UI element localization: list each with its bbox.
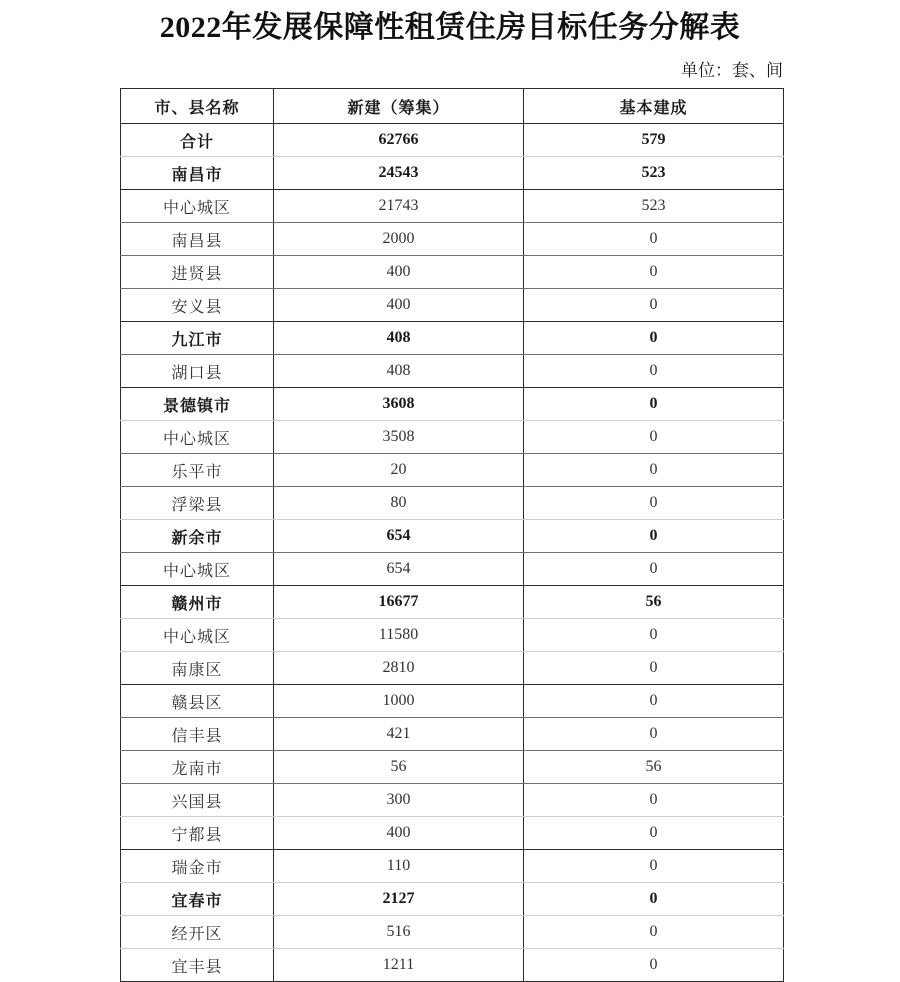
table-row bbox=[121, 355, 784, 388]
cell-new-construction: 1211 bbox=[274, 949, 524, 982]
cell-region-name: 中心城区 bbox=[121, 619, 274, 652]
cell-new-construction: 3608 bbox=[274, 388, 524, 421]
cell-basically-completed: 0 bbox=[524, 223, 784, 256]
cell-basically-completed: 0 bbox=[524, 817, 784, 850]
cell-region-name: 赣县区 bbox=[121, 685, 274, 718]
table-row bbox=[121, 718, 784, 751]
cell-basically-completed: 0 bbox=[524, 289, 784, 322]
cell-basically-completed: 0 bbox=[524, 487, 784, 520]
cell-new-construction: 408 bbox=[274, 322, 524, 355]
cell-new-construction: 2127 bbox=[274, 883, 524, 916]
table-row bbox=[121, 388, 784, 421]
table-row bbox=[121, 949, 784, 982]
table-row bbox=[121, 784, 784, 817]
cell-basically-completed: 56 bbox=[524, 586, 784, 619]
table-row bbox=[121, 454, 784, 487]
cell-region-name: 赣州市 bbox=[121, 586, 274, 619]
cell-new-construction: 408 bbox=[274, 355, 524, 388]
table-header bbox=[121, 89, 784, 124]
cell-region-name: 湖口县 bbox=[121, 355, 274, 388]
cell-basically-completed: 579 bbox=[524, 124, 784, 157]
table-row bbox=[121, 157, 784, 190]
cell-region-name: 经开区 bbox=[121, 916, 274, 949]
cell-region-name: 中心城区 bbox=[121, 421, 274, 454]
table-row bbox=[121, 487, 784, 520]
table-row bbox=[121, 256, 784, 289]
table-row bbox=[121, 124, 784, 157]
cell-new-construction: 654 bbox=[274, 553, 524, 586]
cell-new-construction: 62766 bbox=[274, 124, 524, 157]
cell-region-name: 宜春市 bbox=[121, 883, 274, 916]
table-row bbox=[121, 850, 784, 883]
cell-new-construction: 400 bbox=[274, 817, 524, 850]
cell-region-name: 新余市 bbox=[121, 520, 274, 553]
cell-new-construction: 421 bbox=[274, 718, 524, 751]
cell-region-name: 合计 bbox=[121, 124, 274, 157]
cell-basically-completed: 0 bbox=[524, 949, 784, 982]
table-row bbox=[121, 751, 784, 784]
cell-region-name: 中心城区 bbox=[121, 553, 274, 586]
table-row bbox=[121, 322, 784, 355]
cell-basically-completed: 0 bbox=[524, 454, 784, 487]
cell-new-construction: 516 bbox=[274, 916, 524, 949]
table-body bbox=[121, 124, 784, 982]
cell-basically-completed: 0 bbox=[524, 553, 784, 586]
cell-region-name: 龙南市 bbox=[121, 751, 274, 784]
cell-region-name: 宜丰县 bbox=[121, 949, 274, 982]
cell-basically-completed: 0 bbox=[524, 718, 784, 751]
cell-new-construction: 3508 bbox=[274, 421, 524, 454]
cell-basically-completed: 0 bbox=[524, 916, 784, 949]
cell-basically-completed: 523 bbox=[524, 157, 784, 190]
cell-new-construction: 1000 bbox=[274, 685, 524, 718]
cell-new-construction: 300 bbox=[274, 784, 524, 817]
cell-basically-completed: 0 bbox=[524, 322, 784, 355]
cell-new-construction: 80 bbox=[274, 487, 524, 520]
cell-basically-completed: 0 bbox=[524, 685, 784, 718]
cell-new-construction: 21743 bbox=[274, 190, 524, 223]
cell-new-construction: 16677 bbox=[274, 586, 524, 619]
cell-basically-completed: 0 bbox=[524, 850, 784, 883]
cell-new-construction: 2810 bbox=[274, 652, 524, 685]
table-row bbox=[121, 223, 784, 256]
table-container bbox=[120, 88, 783, 982]
cell-new-construction: 24543 bbox=[274, 157, 524, 190]
cell-basically-completed: 0 bbox=[524, 520, 784, 553]
cell-basically-completed: 523 bbox=[524, 190, 784, 223]
cell-region-name: 浮梁县 bbox=[121, 487, 274, 520]
cell-region-name: 宁都县 bbox=[121, 817, 274, 850]
cell-basically-completed: 0 bbox=[524, 355, 784, 388]
column-header-new: 新建（筹集） bbox=[274, 89, 524, 124]
cell-region-name: 信丰县 bbox=[121, 718, 274, 751]
table-row bbox=[121, 619, 784, 652]
table-row bbox=[121, 289, 784, 322]
cell-basically-completed: 0 bbox=[524, 784, 784, 817]
cell-basically-completed: 0 bbox=[524, 619, 784, 652]
cell-basically-completed: 0 bbox=[524, 883, 784, 916]
table-row bbox=[121, 421, 784, 454]
column-header-name: 市、县名称 bbox=[121, 89, 274, 124]
cell-region-name: 兴国县 bbox=[121, 784, 274, 817]
allocation-table bbox=[120, 88, 784, 982]
cell-region-name: 南康区 bbox=[121, 652, 274, 685]
cell-new-construction: 400 bbox=[274, 289, 524, 322]
cell-region-name: 南昌县 bbox=[121, 223, 274, 256]
table-row bbox=[121, 916, 784, 949]
table-row bbox=[121, 685, 784, 718]
cell-region-name: 景德镇市 bbox=[121, 388, 274, 421]
cell-basically-completed: 0 bbox=[524, 652, 784, 685]
table-row bbox=[121, 883, 784, 916]
table-row bbox=[121, 817, 784, 850]
cell-region-name: 瑞金市 bbox=[121, 850, 274, 883]
table-row bbox=[121, 553, 784, 586]
table-row bbox=[121, 520, 784, 553]
table-row bbox=[121, 190, 784, 223]
cell-basically-completed: 0 bbox=[524, 388, 784, 421]
cell-region-name: 南昌市 bbox=[121, 157, 274, 190]
table-row bbox=[121, 652, 784, 685]
cell-region-name: 中心城区 bbox=[121, 190, 274, 223]
column-header-built: 基本建成 bbox=[524, 89, 784, 124]
table-header-row bbox=[121, 89, 784, 124]
cell-new-construction: 11580 bbox=[274, 619, 524, 652]
cell-basically-completed: 0 bbox=[524, 421, 784, 454]
cell-region-name: 安义县 bbox=[121, 289, 274, 322]
page-title: 2022年发展保障性租赁住房目标任务分解表 bbox=[159, 11, 741, 44]
cell-region-name: 九江市 bbox=[121, 322, 274, 355]
cell-basically-completed: 0 bbox=[524, 256, 784, 289]
cell-new-construction: 110 bbox=[274, 850, 524, 883]
cell-new-construction: 2000 bbox=[274, 223, 524, 256]
cell-new-construction: 400 bbox=[274, 256, 524, 289]
cell-region-name: 进贤县 bbox=[121, 256, 274, 289]
cell-basically-completed: 56 bbox=[524, 751, 784, 784]
table-row bbox=[121, 586, 784, 619]
cell-new-construction: 20 bbox=[274, 454, 524, 487]
cell-region-name: 乐平市 bbox=[121, 454, 274, 487]
unit-note: 单位：套、间 bbox=[681, 61, 783, 80]
cell-new-construction: 56 bbox=[274, 751, 524, 784]
cell-new-construction: 654 bbox=[274, 520, 524, 553]
